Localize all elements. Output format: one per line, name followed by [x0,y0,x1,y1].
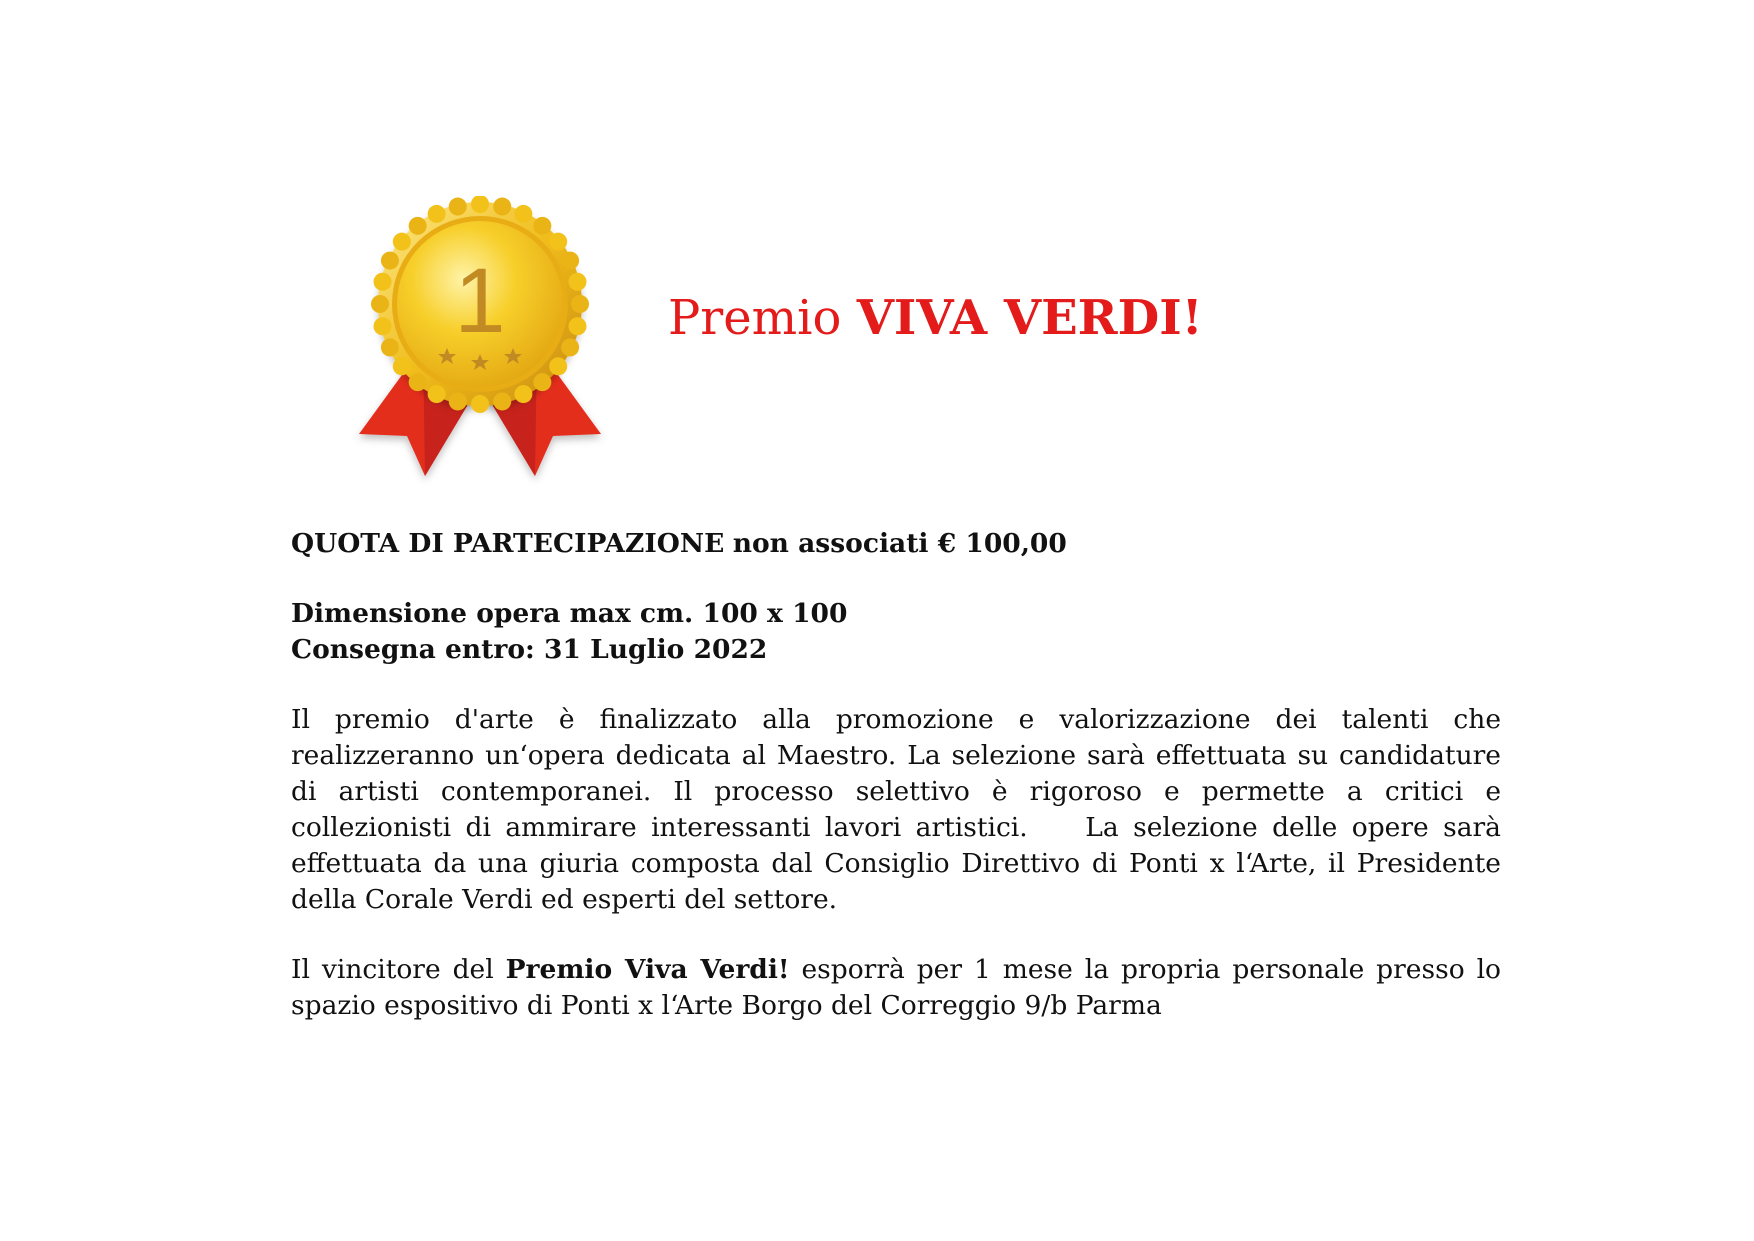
winner-prize-name: Premio Viva Verdi! [505,954,790,985]
description-paragraph: Il premio d'arte è finalizzato alla promozione e valorizzazione dei talenti che realizzeranno un‘opera dedicata al Maestro. La selezione sarà effettuata su candidature di artisti contemporanei. Il processo selettivo è rigoroso e permette a critici e collezionisti di ammirare interessanti lavori artistici. La selezione delle opere sarà effettuata da una giuria composta dal Consiglio Direttivo di Ponti x l‘Arte, il Presidente della Corale Verdi ed esperti del settore. [291,704,1510,915]
fee-label: QUOTA DI PARTECIPAZIONE [291,528,725,559]
page-title [668,288,1203,348]
title-emphasis: VIVA VERDI! [856,290,1203,346]
dimension-line: Dimensione opera max cm. 100 x 100 [291,598,848,629]
fee-line [291,526,1501,562]
winner-text-after: esporrà per 1 mese la propria personale presso lo spazio espositivo di Ponti x l‘Arte Borgo del Correggio 9/b Parma [291,954,1510,1021]
gold-medal-icon [345,196,615,496]
title-prefix: Premio [668,290,842,346]
medal-number: 1 [454,250,506,352]
deadline-line: Consegna entro: 31 Luglio 2022 [291,634,768,665]
document-body [291,526,1510,1024]
fee-amount: non associati € 100,00 [732,528,1067,559]
winner-paragraph [291,952,1510,1024]
winner-text-before: Il vincitore del [291,954,506,985]
